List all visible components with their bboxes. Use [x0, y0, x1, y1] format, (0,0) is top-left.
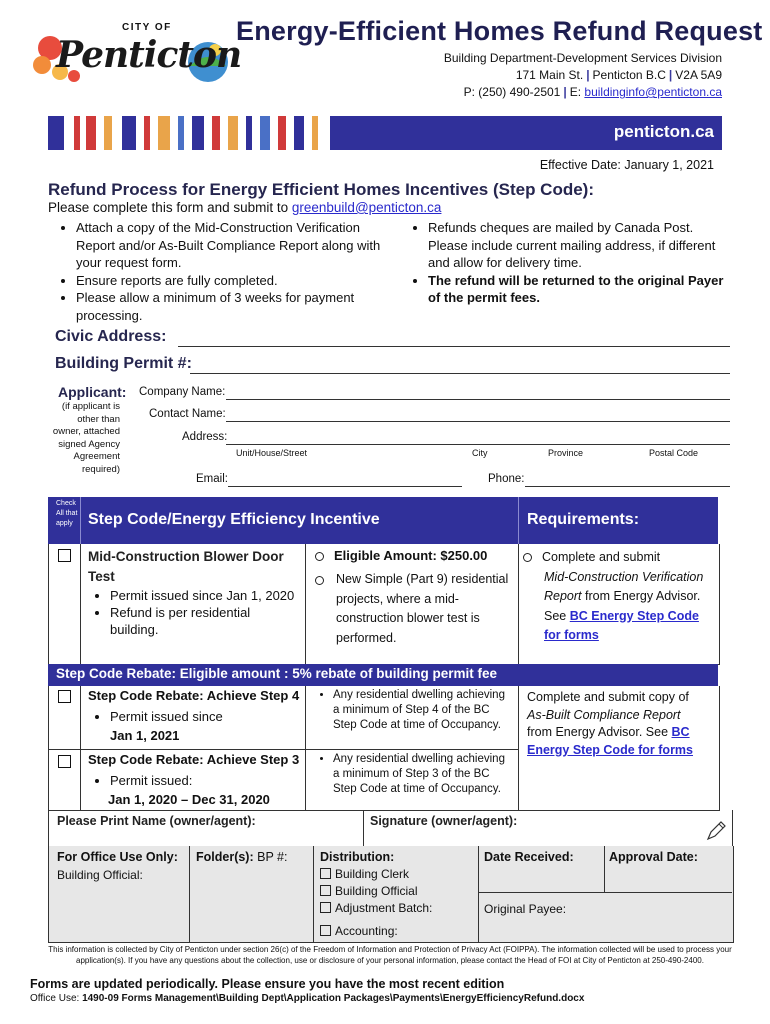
phone-email-line: P: (250) 490-2501 | E: buildinginfo@penticton.ca	[463, 85, 722, 99]
email-label: E:	[569, 85, 582, 99]
building-official-label: Building Official:	[57, 868, 143, 882]
checkbox-step-3[interactable]	[58, 755, 71, 768]
blower-door-bullets	[88, 587, 298, 638]
contact-name-label: Contact Name:	[149, 408, 226, 420]
bullet-allow: • Please allow a minimum of 3 weeks for payment processing.	[76, 289, 393, 324]
right-bullets	[400, 219, 730, 307]
distribution-list	[320, 866, 432, 940]
address-city: Penticton B.C	[592, 68, 666, 82]
process-intro	[48, 200, 441, 215]
bullet-attach: • Attach a copy of the Mid-Construction Verification Report and/or As-Built Compliance Report along with your request form.	[76, 219, 393, 272]
rebate-bar-text: Step Code Rebate: Eligible amount : 5% rebate of building permit fee	[56, 666, 498, 681]
update-notice: Forms are updated periodically. Please ensure you have the most recent edition	[30, 977, 505, 991]
phone-field[interactable]	[525, 486, 730, 487]
website-url[interactable]: penticton.ca	[613, 122, 714, 141]
step3-desc: • Any residential dwelling achieving a minimum of Step 3 of the BC Step Code at time of Occupancy.	[308, 752, 513, 797]
step4-bullet: • Permit issued since	[88, 708, 298, 726]
building-permit-label: Building Permit #:	[55, 355, 192, 372]
checkbox-step-4[interactable]	[58, 690, 71, 703]
eligible-amount: Eligible Amount: $250.00	[315, 548, 487, 563]
company-name-field[interactable]	[226, 399, 730, 400]
check-all-note: Check All that apply	[56, 500, 78, 527]
office-use-path: Office Use: 1490-09 Forms Management\Building Dept\Application Packages\Payments\EnergyEfficiencyRefund.docx	[30, 993, 585, 1004]
requirements-header: Requirements:	[527, 511, 640, 528]
checkbox-blower-door[interactable]	[58, 549, 71, 562]
blower-permit-issued: • Permit issued since Jan 1, 2020	[110, 587, 298, 604]
intro-text: Please complete this form and submit to	[48, 200, 289, 215]
contact-name-field[interactable]	[226, 421, 730, 422]
bullet-refund-payer: • The refund will be returned to the original Payer of the permit fees.	[428, 272, 730, 307]
blower-desc: New Simple (Part 9) residential projects, where a mid-construction blower test is performed.	[315, 570, 515, 648]
dist-accounting[interactable]: Accounting:	[320, 923, 432, 940]
applicant-label: Applicant:	[58, 384, 127, 400]
step3-date: Jan 1, 2020 – Dec 31, 2020	[108, 792, 270, 807]
address-field[interactable]	[226, 444, 730, 445]
phone-number: (250) 490-2501	[478, 85, 561, 99]
email-field[interactable]	[228, 486, 462, 487]
dist-building-clerk[interactable]: Building Clerk	[320, 866, 432, 883]
rebate-requirements: Complete and submit copy of As-Built Compliance Report from Energy Advisor. See BC Energy Step Code for forms	[527, 690, 693, 757]
process-title: Refund Process for Energy Efficient Homes Incentives (Step Code):	[48, 180, 595, 199]
left-bullets	[48, 219, 393, 324]
contact-info	[444, 50, 722, 101]
division-name: Building Department-Development Services Division	[443, 51, 722, 65]
logo-city-of: CITY OF	[122, 22, 172, 33]
signature-label: Signature (owner/agent):	[370, 814, 518, 828]
bc-step-code-link-2[interactable]: BC Energy Step Code for forms	[527, 725, 693, 757]
address-postal: V2A 5A9	[675, 68, 722, 82]
email-label-field: Email:	[196, 473, 228, 485]
address-street: 171 Main St.	[515, 68, 584, 82]
address-line: 171 Main St. | Penticton B.C | V2A 5A9	[515, 68, 722, 82]
phone-label-field: Phone:	[488, 473, 525, 485]
incentive-header: Step Code/Energy Efficiency Incentive	[88, 511, 380, 528]
pen-icon	[705, 820, 727, 847]
step3-title: Step Code Rebate: Achieve Step 3	[88, 752, 300, 767]
step4-date: Jan 1, 2021	[110, 728, 180, 743]
bullet-cheques: • Refunds cheques are mailed by Canada Post. Please include current mailing address, if different and allow for delivery time.	[428, 219, 730, 272]
city-logo	[30, 20, 242, 90]
effective-date: Effective Date: January 1, 2021	[539, 158, 714, 172]
date-received-label: Date Received:	[484, 850, 574, 864]
sub-province-label: Province	[548, 448, 584, 458]
phone-label: P:	[463, 85, 475, 99]
page-title: Energy-Efficient Homes Refund Request	[236, 16, 763, 46]
approval-date-label: Approval Date:	[609, 850, 698, 864]
dist-building-official[interactable]: Building Official	[320, 883, 432, 900]
sub-postal-label: Postal Code	[649, 448, 699, 458]
original-payee-label: Original Payee:	[484, 902, 567, 916]
greenbuild-email-link[interactable]: greenbuild@penticton.ca	[291, 200, 442, 215]
sub-unit-label: Unit/House/Street	[236, 448, 308, 458]
logo-wordmark: Penticton	[56, 34, 242, 76]
step3-bullet: • Permit issued:	[88, 772, 298, 790]
sub-city-label: City	[472, 448, 488, 458]
print-name-label: Please Print Name (owner/agent):	[57, 814, 256, 828]
bullet-ensure: • Ensure reports are fully completed.	[76, 272, 393, 290]
distribution-label: Distribution:	[320, 850, 395, 864]
company-name-label: Company Name:	[139, 386, 226, 398]
privacy-notice: This information is collected by City of Penticton under section 26(c) of the Freedom of Information and Protection of Privacy Act (FOIPPA). The information collected will be used to process your application(s). If you have any questions about the collection, use or disclosure of your personal information, please contact the Head of FOI at City of Penticton at 250-490-2400.	[48, 945, 732, 965]
step4-title: Step Code Rebate: Achieve Step 4	[88, 688, 300, 703]
step4-desc: • Any residential dwelling achieving a minimum of Step 4 of the BC Step Code at time of Occupancy.	[308, 688, 513, 733]
applicant-note: (if applicant is other than owner, attached signed Agency Agreement required)	[52, 401, 120, 475]
civic-address-field[interactable]	[178, 346, 730, 347]
address-label: Address:	[182, 431, 228, 443]
contact-email-link[interactable]: buildinginfo@penticton.ca	[584, 85, 722, 99]
blower-requirements: Complete and submit Mid-Construction Verification Report from Energy Advisor. See BC Energy Step Code for forms	[523, 548, 713, 646]
dist-adjustment-batch[interactable]: Adjustment Batch:	[320, 900, 432, 917]
civic-address-label: Civic Address:	[55, 328, 167, 345]
folders-label: Folder(s): BP #:	[196, 850, 288, 864]
office-use-label: For Office Use Only:	[57, 850, 178, 864]
blower-door-title: Mid-Construction Blower Door Test	[88, 549, 284, 584]
bc-step-code-link-1[interactable]: BC Energy Step Code for forms	[544, 608, 699, 642]
building-permit-field[interactable]	[190, 373, 730, 374]
blower-per-building: • Refund is per residential building.	[110, 604, 298, 638]
